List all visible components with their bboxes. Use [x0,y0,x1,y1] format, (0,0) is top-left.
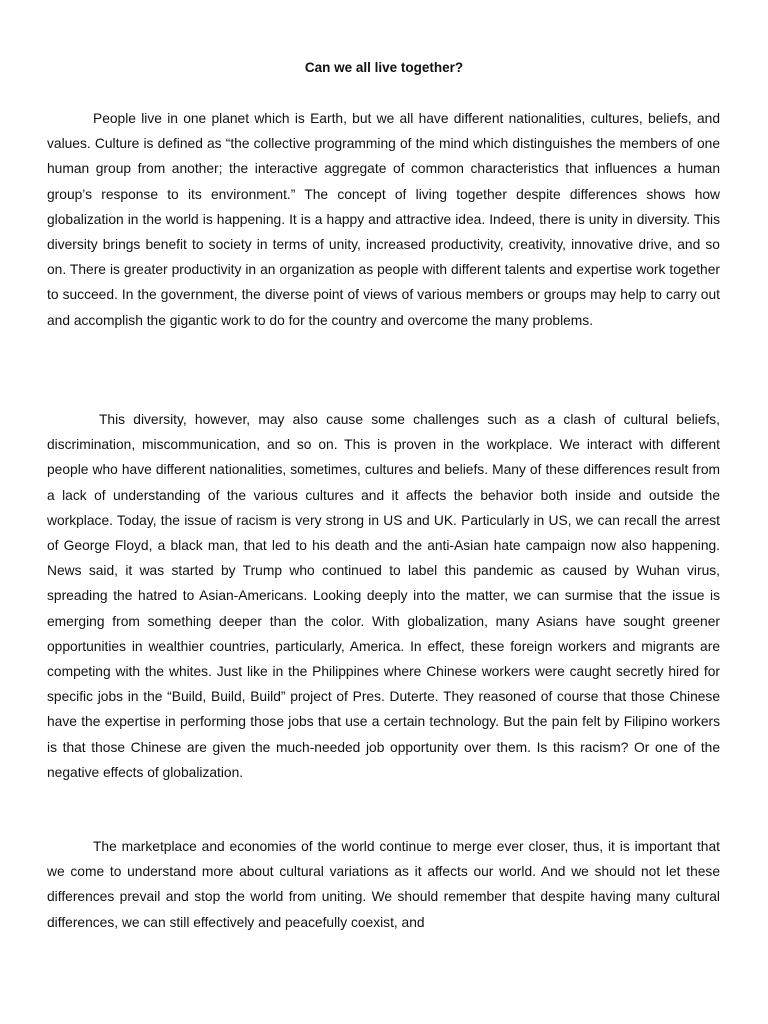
document-title: Can we all live together? [304,60,464,75]
paragraph-3: The marketplace and economies of the world continue to merge ever closer, thus, it is important that we come to understand more about cultural variations as it affects our world. And we should not let these differences prevail and stop the world from uniting. We should remember that despite having many cultural differences, we can still effectively and peacefully coexist, and [47,839,720,930]
paragraph-1: People live in one planet which is Earth, but we all have different nationalities, cultures, beliefs, and values. Culture is defined as “the collective programming of the mind which distinguishes the members of one human group from another; the interactive aggregate of common characteristics that influences a human group’s response to its environment.” The concept of living together despite differences shows how globalization in the world is happening. It is a happy and attractive idea. Indeed, there is unity in diversity. This diversity brings benefit to society in terms of unity, increased productivity, creativity, innovative drive, and so on. There is greater productivity in an organization as people with different talents and expertise work together to succeed. In the government, the diverse point of views of various members or groups may help to carry out and accomplish the gigantic work to do for the country and overcome the many problems. [47,111,720,328]
paragraph-2: This diversity, however, may also cause some challenges such as a clash of cultural beliefs, discrimination, miscommunication, and so on. This is proven in the workplace. We interact with different people who have different nationalities, sometimes, cultures and beliefs. Many of these differences result from a lack of understanding of the various cultures and it affects the behavior both inside and outside the workplace. Today, the issue of racism is very strong in US and UK. Particularly in US, we can recall the arrest of George Floyd, a black man, that led to his death and the anti-Asian hate campaign now also happening. News said, it was started by Trump who continued to label this pandemic as caused by Wuhan virus, spreading the hatred to Asian-Americans. Looking deeply into the matter, we can surmise that the issue is emerging from something deeper than the color. With globalization, many Asians have sought greener opportunities in wealthier countries, particularly, America. In effect, these foreign workers and migrants are competing with the whites. Just like in the Philippines where Chinese workers were caught secretly hired for specific jobs in the “Build, Build, Build” project of Pres. Duterte. They reasoned of course that those Chinese have the expertise in performing those jobs that use a certain technology. But the pain felt by Filipino workers is that those Chinese are given the much-needed job opportunity over them. Is this racism? Or one of the negative effects of globalization. [47,412,720,780]
